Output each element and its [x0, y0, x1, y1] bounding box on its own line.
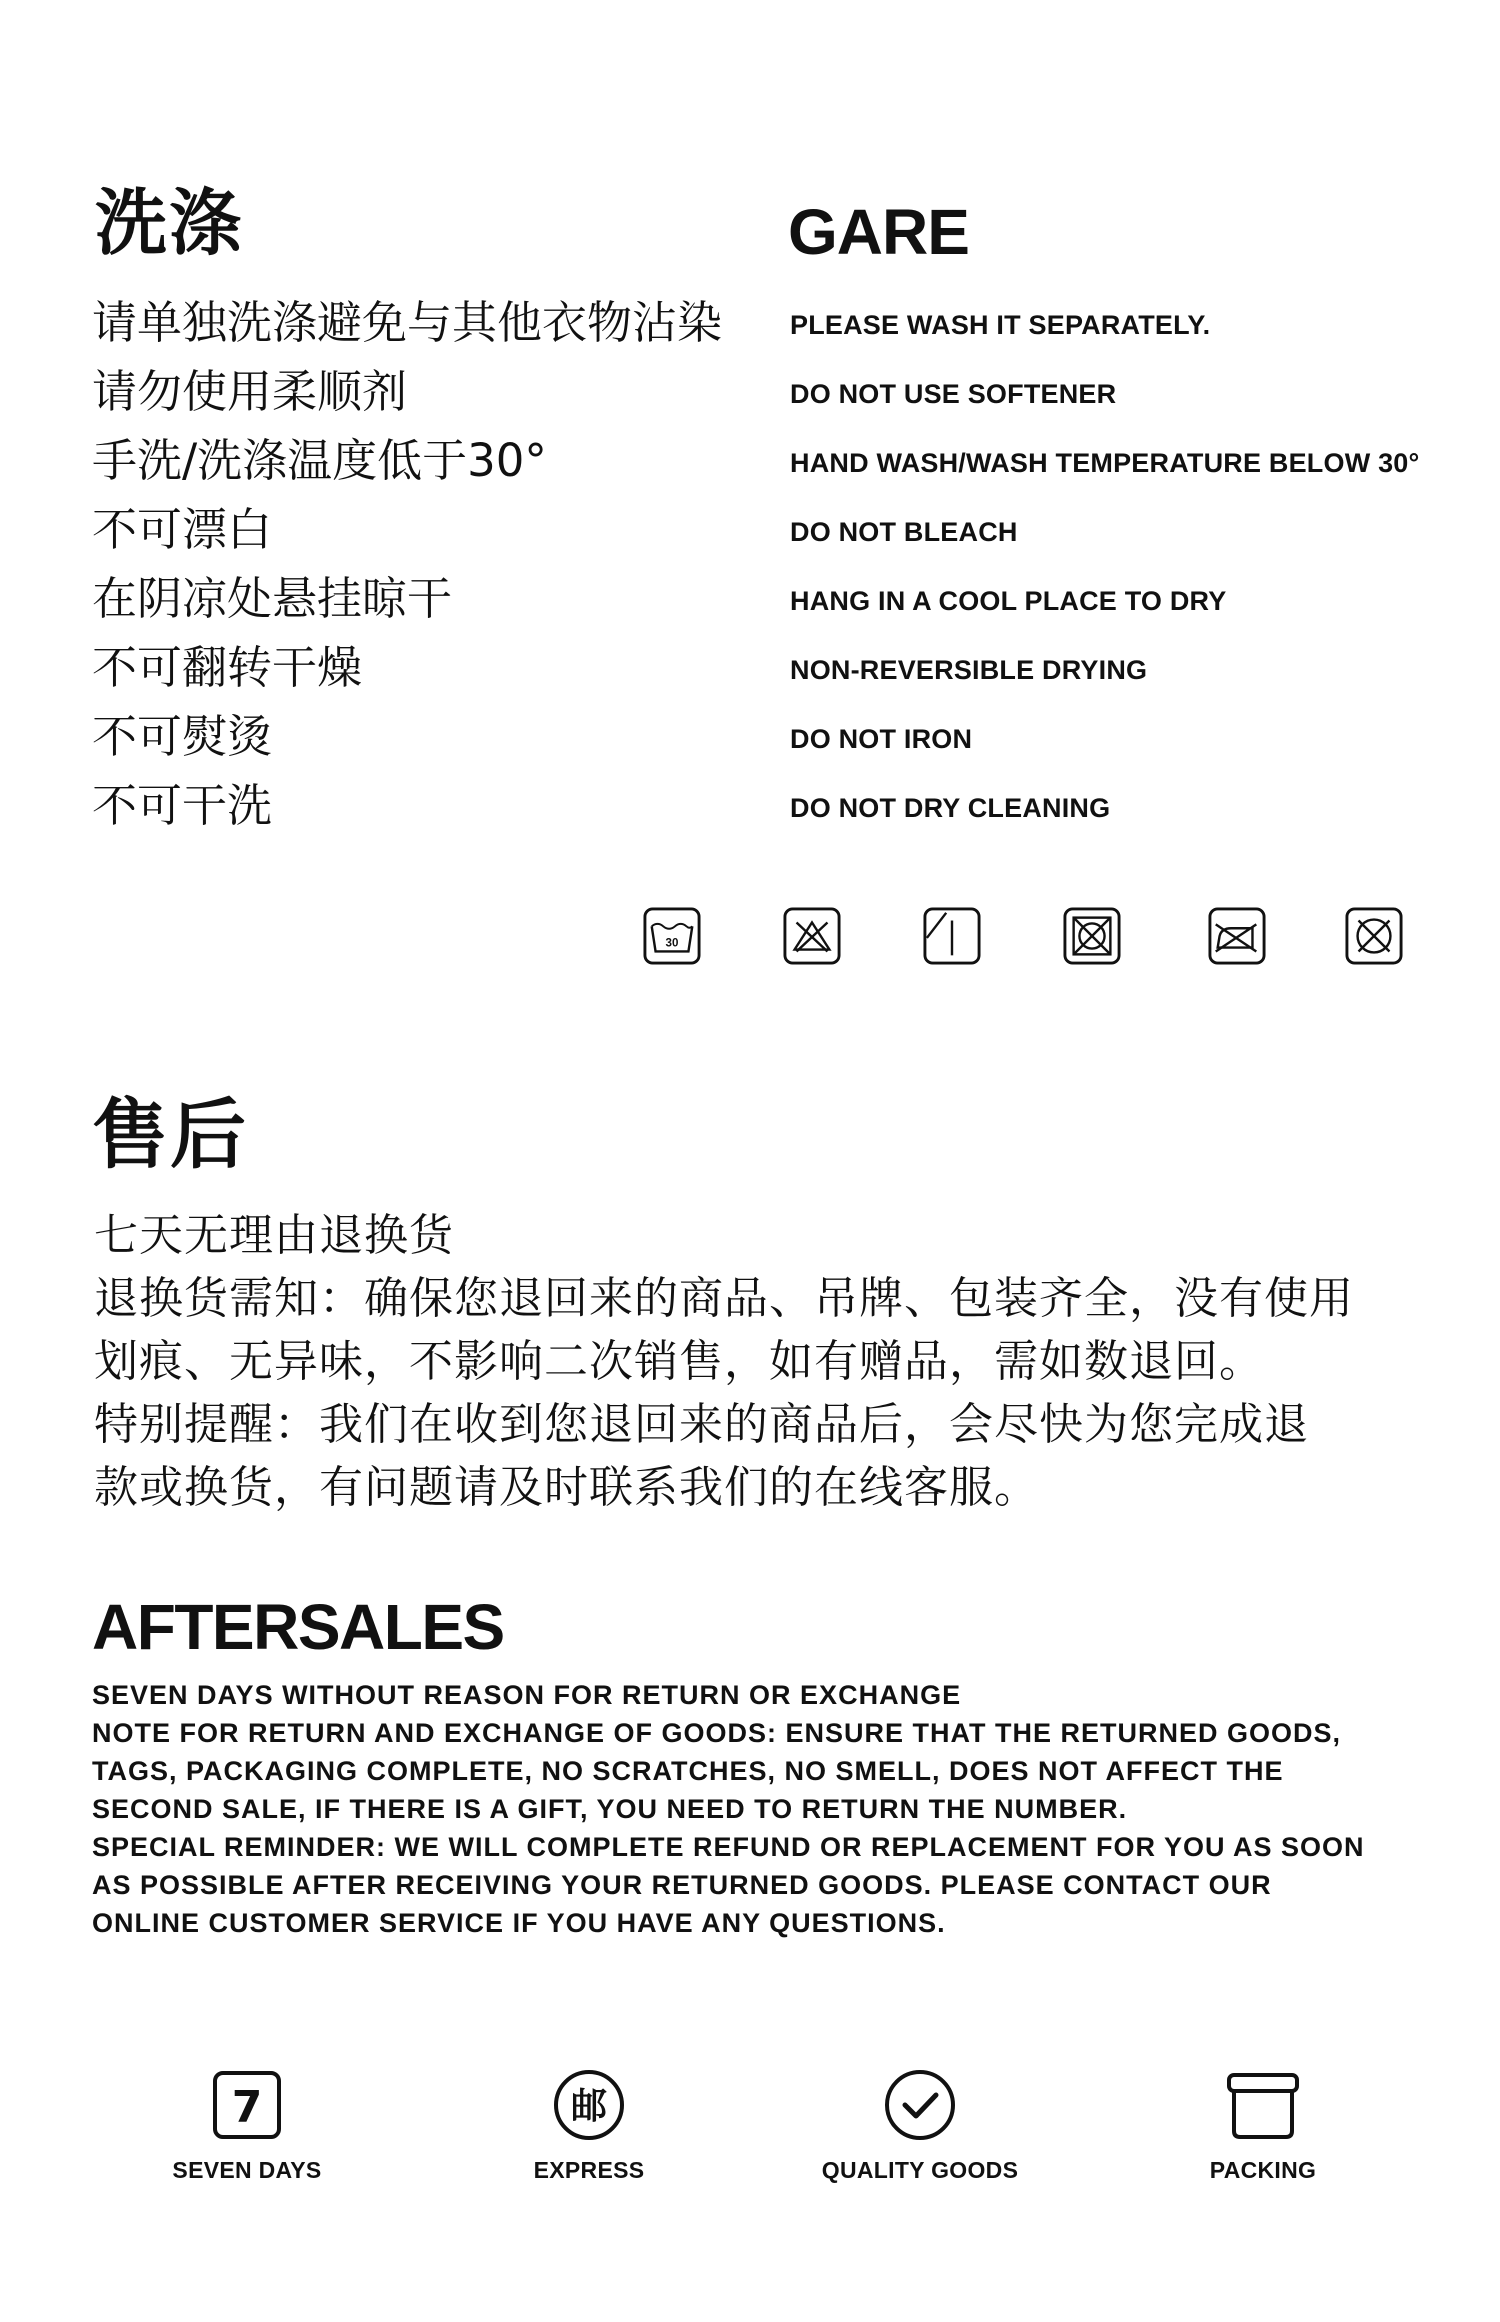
wash-line-cn: 在阴凉处悬挂晾干: [92, 572, 453, 625]
wash-line-cn: 手洗/洗涤温度低于30°: [92, 434, 547, 487]
wash-line-cn: 不可翻转干燥: [92, 641, 363, 694]
aftersales-text-cn: [94, 1204, 1354, 1519]
wash-title-cn: 洗涤: [95, 181, 244, 265]
wash-line-en: DO NOT IRON: [790, 724, 973, 754]
wash-line-cn: 不可干洗: [92, 779, 273, 832]
express-glyph: 邮: [570, 2086, 608, 2127]
package-box-icon: [1223, 2065, 1303, 2145]
aftersales-line-cn: 七天无理由退换货: [94, 1210, 454, 1261]
wash-line-en: PLEASE WASH IT SEPARATELY.: [790, 310, 1211, 340]
aftersales-line-cn: 划痕、无异味，不影响二次销售，如有赠品，需如数退回。: [94, 1336, 1264, 1387]
wash-line-en: HANG IN A COOL PLACE TO DRY: [790, 586, 1227, 616]
no-iron-icon: [1208, 907, 1266, 965]
wash-line-en: DO NOT DRY CLEANING: [790, 793, 1111, 823]
line-dry-icon: [923, 907, 981, 965]
feature-label: EXPRESS: [533, 2157, 645, 2183]
wash-temp-text: 30: [665, 936, 679, 950]
feature-seven-days: [97, 2065, 397, 2184]
aftersales-line-en: SEVEN DAYS WITHOUT REASON FOR RETURN OR EXCHANGE: [92, 1680, 962, 1710]
calendar-digit: 7: [231, 2082, 263, 2133]
aftersales-line-en: SECOND SALE, IF THERE IS A GIFT, YOU NEED TO RETURN THE NUMBER.: [92, 1794, 1128, 1824]
aftersales-title-cn: 售后: [92, 1090, 248, 1179]
calendar-7-icon: [207, 2065, 287, 2145]
wash-line-cn: 不可漂白: [92, 503, 273, 556]
aftersales-line-cn: 款或换货，有问题请及时联系我们的在线客服。: [94, 1462, 1039, 1513]
aftersales-line-en: AS POSSIBLE AFTER RECEIVING YOUR RETURNED GOODS. PLEASE CONTACT OUR: [92, 1870, 1272, 1900]
aftersales-line-en: SPECIAL REMINDER: WE WILL COMPLETE REFUND OR REPLACEMENT FOR YOU AS SOON: [92, 1832, 1365, 1862]
feature-label: SEVEN DAYS: [172, 2157, 322, 2183]
wash-line-en: DO NOT USE SOFTENER: [790, 379, 1117, 409]
aftersales-line-en: TAGS, PACKAGING COMPLETE, NO SCRATCHES, NO SMELL, DOES NOT AFFECT THE: [92, 1756, 1284, 1786]
feature-label: QUALITY GOODS: [821, 2157, 1019, 2183]
wash-line-en: HAND WASH/WASH TEMPERATURE BELOW 30°: [790, 448, 1420, 478]
wash-line-cn: 请单独洗涤避免与其他衣物沾染: [92, 296, 723, 349]
aftersales-title-en: AFTERSALES: [92, 1591, 504, 1663]
quality-check-icon: [880, 2065, 960, 2145]
express-mail-icon: [549, 2065, 629, 2145]
wash-line-cn: 不可熨烫: [92, 710, 273, 763]
aftersales-line-en: NOTE FOR RETURN AND EXCHANGE OF GOODS: ENSURE THAT THE RETURNED GOODS,: [92, 1718, 1342, 1748]
feature-label: PACKING: [1209, 2157, 1317, 2183]
feature-packing: [1113, 2065, 1413, 2184]
feature-quality-goods: [770, 2065, 1070, 2184]
wash-title-en: GARE: [788, 196, 969, 268]
feature-express: [439, 2065, 739, 2184]
aftersales-line-cn: 退换货需知：确保您退回来的商品、吊牌、包装齐全，没有使用: [94, 1273, 1354, 1324]
aftersales-text-en: [92, 1676, 1365, 1942]
no-dry-clean-icon: [1345, 907, 1403, 965]
wash-line-cn: 请勿使用柔顺剂: [92, 365, 408, 418]
aftersales-line-en: ONLINE CUSTOMER SERVICE IF YOU HAVE ANY QUESTIONS.: [92, 1908, 946, 1938]
wash-line-en: DO NOT BLEACH: [790, 517, 1018, 547]
aftersales-line-cn: 特别提醒：我们在收到您退回来的商品后，会尽快为您完成退: [94, 1399, 1309, 1450]
wash-30-icon: [643, 907, 701, 965]
wash-line-en: NON-REVERSIBLE DRYING: [790, 655, 1148, 685]
no-tumble-dry-icon: [1063, 907, 1121, 965]
no-bleach-icon: [783, 907, 841, 965]
